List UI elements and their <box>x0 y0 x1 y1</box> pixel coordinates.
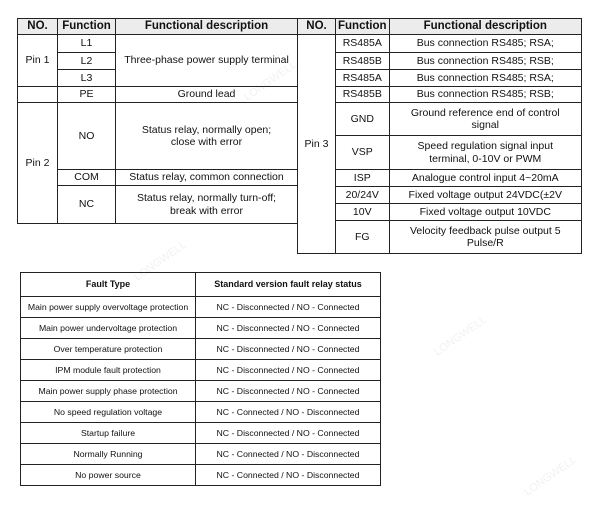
table-row <box>21 318 381 339</box>
table-row <box>21 402 381 423</box>
table-row <box>298 187 582 204</box>
table-row <box>21 465 381 486</box>
table-row <box>21 423 381 444</box>
fault-table-header-row <box>21 273 381 297</box>
pin3-description: Speed regulation signal input terminal, 0-10V or PWM <box>389 136 581 170</box>
table-row <box>21 339 381 360</box>
pin2-label: Pin 2 <box>18 103 58 224</box>
fault-type: Normally Running <box>21 444 196 465</box>
watermark: LONGWELL <box>132 238 190 284</box>
header-no: NO. <box>298 19 336 35</box>
fault-type: Main power supply overvoltage protection <box>21 297 196 318</box>
relay-status: NC - Disconnected / NO - Connected <box>196 318 381 339</box>
pin3-description: Analogue control input 4~20mA <box>389 170 581 187</box>
pin1-function-l3: L3 <box>58 70 116 87</box>
relay-status: NC - Connected / NO - Disconnected <box>196 465 381 486</box>
pin3-function: 10V <box>336 204 390 221</box>
pin3-function: 20/24V <box>336 187 390 204</box>
table-row <box>18 87 298 103</box>
table-row <box>21 444 381 465</box>
pin1-pe-blank <box>18 87 58 103</box>
pin2-no-description: Status relay, normally open; close with error <box>116 103 298 170</box>
pin3-function: VSP <box>336 136 390 170</box>
pin1-function-l1: L1 <box>58 35 116 53</box>
relay-status: NC - Disconnected / NO - Connected <box>196 339 381 360</box>
pin1-function-l2: L2 <box>58 53 116 70</box>
header-fault-type: Fault Type <box>21 273 196 297</box>
pin3-description: Fixed voltage output 10VDC <box>389 204 581 221</box>
pin3-description: Fixed voltage output 24VDC(±2V <box>389 187 581 204</box>
watermark: LONGWELL <box>432 313 490 359</box>
table-row <box>298 53 582 70</box>
pin-table-right <box>297 18 582 254</box>
pin3-description: Bus connection RS485; RSA; <box>389 70 581 87</box>
fault-type: Main power supply phase protection <box>21 381 196 402</box>
pin1-pe-description: Ground lead <box>116 87 298 103</box>
pin3-label: Pin 3 <box>298 35 336 254</box>
pin3-function: RS485B <box>336 53 390 70</box>
pin3-function: RS485A <box>336 35 390 53</box>
header-function: Function <box>336 19 390 35</box>
pin3-description: Bus connection RS485; RSB; <box>389 53 581 70</box>
pin2-function-nc: NC <box>58 186 116 224</box>
table-row <box>18 170 298 186</box>
fault-type: No power source <box>21 465 196 486</box>
table-row <box>18 103 298 170</box>
table-row <box>298 103 582 136</box>
pin3-function: GND <box>336 103 390 136</box>
table-row <box>18 35 298 53</box>
pin2-function-no: NO <box>58 103 116 170</box>
table-row <box>21 381 381 402</box>
pin-table-left <box>17 18 298 224</box>
pin3-function: RS485B <box>336 87 390 103</box>
relay-status: NC - Disconnected / NO - Connected <box>196 360 381 381</box>
watermark: LONGWELL <box>242 58 300 104</box>
table-row <box>18 186 298 224</box>
fault-type: IPM module fault protection <box>21 360 196 381</box>
header-description: Functional description <box>389 19 581 35</box>
table-row <box>21 297 381 318</box>
fault-type: No speed regulation voltage <box>21 402 196 423</box>
table-row <box>298 136 582 170</box>
relay-status: NC - Connected / NO - Disconnected <box>196 444 381 465</box>
pin1-label: Pin 1 <box>18 35 58 87</box>
pin3-function: RS485A <box>336 70 390 87</box>
fault-type: Over temperature protection <box>21 339 196 360</box>
table-row <box>298 204 582 221</box>
pin3-description: Ground reference end of control signal <box>389 103 581 136</box>
relay-status: NC - Connected / NO - Disconnected <box>196 402 381 423</box>
fault-type: Startup failure <box>21 423 196 444</box>
pin2-function-com: COM <box>58 170 116 186</box>
pin3-description: Bus connection RS485; RSB; <box>389 87 581 103</box>
fault-relay-table <box>20 272 381 486</box>
relay-status: NC - Disconnected / NO - Connected <box>196 381 381 402</box>
pin1-function-pe: PE <box>58 87 116 103</box>
fault-type: Main power undervoltage protection <box>21 318 196 339</box>
pin1-power-description: Three-phase power supply terminal <box>116 35 298 87</box>
relay-status: NC - Disconnected / NO - Connected <box>196 423 381 444</box>
pin-table-right-header-row <box>298 19 582 35</box>
table-row <box>298 35 582 53</box>
table-row <box>298 170 582 187</box>
pin3-function: FG <box>336 221 390 254</box>
header-no: NO. <box>18 19 58 35</box>
table-row <box>298 70 582 87</box>
pin3-function: ISP <box>336 170 390 187</box>
pin-table-left-header-row <box>18 19 298 35</box>
pin2-nc-description: Status relay, normally turn-off; break with error <box>116 186 298 224</box>
relay-status: NC - Disconnected / NO - Connected <box>196 297 381 318</box>
watermark: LONGWELL <box>522 453 580 499</box>
table-row <box>298 221 582 254</box>
header-relay-status: Standard version fault relay status <box>196 273 381 297</box>
pin3-description: Bus connection RS485; RSA; <box>389 35 581 53</box>
pin3-description: Velocity feedback pulse output 5 Pulse/R <box>389 221 581 254</box>
pin2-com-description: Status relay, common connection <box>116 170 298 186</box>
table-row <box>21 360 381 381</box>
header-function: Function <box>58 19 116 35</box>
header-description: Functional description <box>116 19 298 35</box>
table-row <box>298 87 582 103</box>
